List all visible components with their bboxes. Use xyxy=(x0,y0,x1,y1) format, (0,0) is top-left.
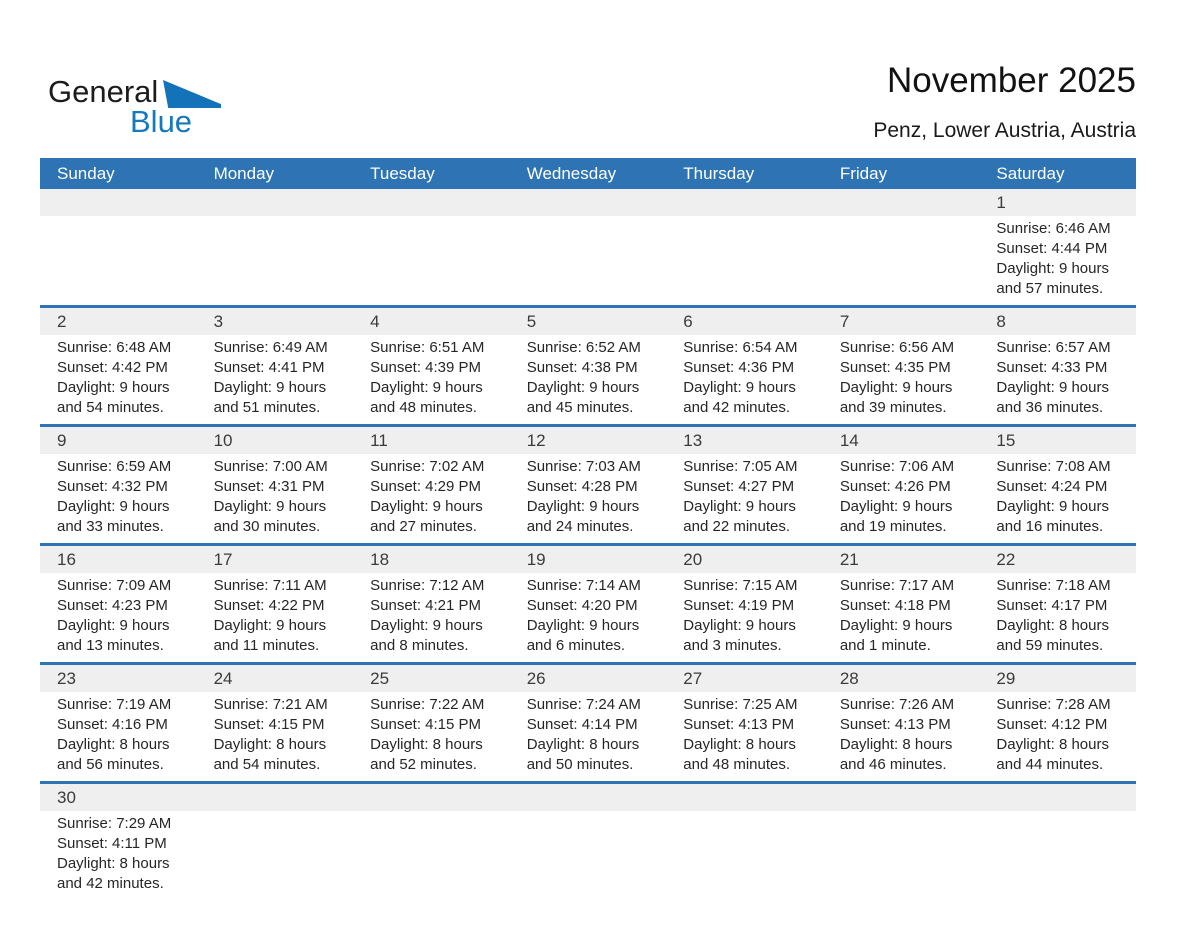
day-cell xyxy=(823,692,980,781)
daylight-text: Daylight: 8 hours and 44 minutes. xyxy=(996,736,1109,773)
day-cell xyxy=(197,573,354,662)
empty-day-cell xyxy=(823,811,980,931)
day-cell xyxy=(40,454,197,543)
calendar-grid xyxy=(40,189,1136,931)
week-row xyxy=(40,546,1136,665)
day-number: 9 xyxy=(57,431,67,450)
title-block xyxy=(436,60,1136,146)
empty-day-number xyxy=(353,784,510,811)
weekday-label-thursday: Thursday xyxy=(683,164,755,183)
day-number: 12 xyxy=(526,431,546,450)
day-number: 23 xyxy=(57,669,76,688)
sunrise-text: Sunrise: 6:51 AM xyxy=(370,339,485,356)
day-number: 2 xyxy=(57,312,67,331)
day-number: 24 xyxy=(213,669,233,688)
logo xyxy=(48,76,268,138)
sunrise-text: Sunrise: 7:24 AM xyxy=(526,696,641,713)
sunrise-text: Sunrise: 7:09 AM xyxy=(57,577,172,594)
sunset-text: Sunset: 4:11 PM xyxy=(57,835,167,852)
sunset-text: Sunset: 4:18 PM xyxy=(839,597,951,614)
sunrise-text: Sunrise: 7:06 AM xyxy=(839,458,955,475)
sunset-text: Sunset: 4:22 PM xyxy=(213,597,325,614)
sunset-text: Sunset: 4:14 PM xyxy=(526,716,638,733)
empty-day-cell xyxy=(510,216,667,305)
daylight-text: Daylight: 9 hours and 48 minutes. xyxy=(370,379,483,416)
day-number: 17 xyxy=(213,550,233,569)
daylight-text: Daylight: 8 hours and 46 minutes. xyxy=(839,736,953,773)
day-cell xyxy=(979,216,1136,305)
weekday-label-saturday: Saturday xyxy=(996,164,1065,183)
sunset-text: Sunset: 4:12 PM xyxy=(996,716,1108,733)
day-number: 14 xyxy=(839,431,859,450)
empty-day-number xyxy=(823,189,980,216)
empty-day-cell xyxy=(197,811,354,931)
day-number: 6 xyxy=(683,312,693,331)
logo-blue-text: Blue xyxy=(130,104,193,139)
day-cell xyxy=(40,811,197,931)
day-number: 16 xyxy=(57,550,76,569)
day-cell xyxy=(979,573,1136,662)
empty-day-number xyxy=(510,189,667,216)
sunrise-text: Sunrise: 6:59 AM xyxy=(57,458,172,475)
sunset-text: Sunset: 4:21 PM xyxy=(370,597,482,614)
sunrise-text: Sunrise: 7:19 AM xyxy=(57,696,172,713)
empty-day-number xyxy=(823,784,980,811)
sunset-text: Sunset: 4:13 PM xyxy=(839,716,951,733)
daylight-text: Daylight: 8 hours and 52 minutes. xyxy=(370,736,483,773)
day-cell xyxy=(666,335,823,424)
sunrise-text: Sunrise: 7:21 AM xyxy=(213,696,328,713)
day-number-strip xyxy=(40,308,1136,335)
daylight-text: Daylight: 9 hours and 51 minutes. xyxy=(213,379,327,416)
day-number: 3 xyxy=(213,312,224,331)
day-number: 20 xyxy=(683,550,703,569)
empty-day-cell xyxy=(510,811,667,931)
empty-day-number xyxy=(666,784,823,811)
sunrise-text: Sunrise: 6:54 AM xyxy=(683,339,798,356)
sunset-text: Sunset: 4:31 PM xyxy=(213,478,325,495)
empty-day-cell xyxy=(353,811,510,931)
sunset-text: Sunset: 4:23 PM xyxy=(57,597,168,614)
week-row xyxy=(40,665,1136,784)
day-number: 25 xyxy=(370,669,390,688)
day-cell xyxy=(353,573,510,662)
daylight-text: Daylight: 8 hours and 54 minutes. xyxy=(213,736,327,773)
day-number-strip xyxy=(40,427,1136,454)
daylight-text: Daylight: 9 hours and 3 minutes. xyxy=(683,617,796,654)
daylight-text: Daylight: 8 hours and 50 minutes. xyxy=(526,736,640,773)
sunset-text: Sunset: 4:29 PM xyxy=(370,478,482,495)
week-body xyxy=(40,811,1136,931)
day-cell xyxy=(197,454,354,543)
sunrise-text: Sunrise: 6:49 AM xyxy=(213,339,328,356)
empty-day-cell xyxy=(823,216,980,305)
day-number: 27 xyxy=(683,669,703,688)
sunset-text: Sunset: 4:39 PM xyxy=(370,359,482,376)
weekday-label-tuesday: Tuesday xyxy=(370,164,435,183)
sunrise-text: Sunrise: 7:02 AM xyxy=(370,458,485,475)
daylight-text: Daylight: 9 hours and 45 minutes. xyxy=(526,379,640,416)
empty-day-number xyxy=(197,784,354,811)
sunrise-text: Sunrise: 7:18 AM xyxy=(996,577,1111,594)
day-cell xyxy=(666,454,823,543)
sunset-text: Sunset: 4:19 PM xyxy=(683,597,795,614)
sunrise-text: Sunrise: 7:14 AM xyxy=(526,577,641,594)
daylight-text: Daylight: 8 hours and 59 minutes. xyxy=(996,617,1109,654)
logo-general-text: General xyxy=(48,74,159,109)
weekday-header xyxy=(40,158,1136,189)
sunset-text: Sunset: 4:35 PM xyxy=(839,359,951,376)
sunset-text: Sunset: 4:33 PM xyxy=(996,359,1108,376)
day-cell xyxy=(823,573,980,662)
day-number: 29 xyxy=(996,669,1016,688)
sunrise-text: Sunrise: 6:48 AM xyxy=(57,339,172,356)
day-cell xyxy=(197,335,354,424)
sunset-text: Sunset: 4:13 PM xyxy=(683,716,795,733)
sunrise-text: Sunrise: 7:28 AM xyxy=(996,696,1111,713)
empty-day-cell xyxy=(979,811,1136,931)
daylight-text: Daylight: 8 hours and 42 minutes. xyxy=(57,855,170,892)
sunrise-text: Sunrise: 7:03 AM xyxy=(526,458,641,475)
day-number: 19 xyxy=(526,550,546,569)
sunset-text: Sunset: 4:41 PM xyxy=(213,359,325,376)
week-body xyxy=(40,573,1136,662)
sunrise-text: Sunrise: 7:25 AM xyxy=(683,696,798,713)
sunset-text: Sunset: 4:44 PM xyxy=(996,240,1108,257)
day-number: 11 xyxy=(370,431,388,450)
day-number: 4 xyxy=(370,312,380,331)
sunrise-text: Sunrise: 7:05 AM xyxy=(683,458,798,475)
daylight-text: Daylight: 9 hours and 54 minutes. xyxy=(57,379,170,416)
daylight-text: Daylight: 9 hours and 30 minutes. xyxy=(213,498,327,535)
day-cell xyxy=(40,335,197,424)
daylight-text: Daylight: 8 hours and 56 minutes. xyxy=(57,736,170,773)
week-body xyxy=(40,216,1136,305)
sunset-text: Sunset: 4:17 PM xyxy=(996,597,1108,614)
day-number: 10 xyxy=(213,431,233,450)
day-cell xyxy=(979,335,1136,424)
week-row xyxy=(40,308,1136,427)
day-number: 21 xyxy=(839,550,859,569)
day-cell xyxy=(823,454,980,543)
daylight-text: Daylight: 8 hours and 48 minutes. xyxy=(683,736,796,773)
week-body xyxy=(40,335,1136,424)
sunrise-text: Sunrise: 7:08 AM xyxy=(996,458,1111,475)
calendar xyxy=(40,158,1136,931)
weekday-label-monday: Monday xyxy=(213,164,275,183)
sunset-text: Sunset: 4:36 PM xyxy=(683,359,795,376)
day-number: 18 xyxy=(370,550,390,569)
day-number: 7 xyxy=(839,312,850,331)
empty-day-cell xyxy=(40,216,197,305)
week-row xyxy=(40,784,1136,931)
empty-day-cell xyxy=(666,811,823,931)
sunrise-text: Sunrise: 7:22 AM xyxy=(370,696,485,713)
empty-day-number xyxy=(197,189,354,216)
sunset-text: Sunset: 4:38 PM xyxy=(526,359,638,376)
day-cell xyxy=(510,692,667,781)
daylight-text: Daylight: 9 hours and 57 minutes. xyxy=(996,260,1109,297)
sunrise-text: Sunrise: 7:00 AM xyxy=(213,458,328,475)
week-body xyxy=(40,692,1136,781)
week-body xyxy=(40,454,1136,543)
day-cell xyxy=(979,454,1136,543)
day-number: 8 xyxy=(996,312,1006,331)
sunrise-text: Sunrise: 7:29 AM xyxy=(57,815,172,832)
day-cell xyxy=(823,335,980,424)
weekday-label-sunday: Sunday xyxy=(57,164,115,183)
sunset-text: Sunset: 4:24 PM xyxy=(996,478,1108,495)
sunset-text: Sunset: 4:28 PM xyxy=(526,478,638,495)
day-number: 15 xyxy=(996,431,1016,450)
sunrise-text: Sunrise: 7:26 AM xyxy=(839,696,955,713)
daylight-text: Daylight: 9 hours and 27 minutes. xyxy=(370,498,483,535)
daylight-text: Daylight: 9 hours and 39 minutes. xyxy=(839,379,953,416)
day-number: 1 xyxy=(996,193,1006,212)
month-title: November 2025 xyxy=(886,61,1136,100)
daylight-text: Daylight: 9 hours and 42 minutes. xyxy=(683,379,796,416)
sunset-text: Sunset: 4:27 PM xyxy=(683,478,795,495)
daylight-text: Daylight: 9 hours and 1 minute. xyxy=(839,617,953,654)
empty-day-cell xyxy=(666,216,823,305)
daylight-text: Daylight: 9 hours and 24 minutes. xyxy=(526,498,640,535)
sunset-text: Sunset: 4:42 PM xyxy=(57,359,168,376)
day-number: 22 xyxy=(996,550,1016,569)
empty-day-cell xyxy=(197,216,354,305)
day-number: 26 xyxy=(526,669,546,688)
daylight-text: Daylight: 9 hours and 16 minutes. xyxy=(996,498,1109,535)
day-number: 13 xyxy=(683,431,703,450)
week-row xyxy=(40,189,1136,308)
day-cell xyxy=(510,573,667,662)
daylight-text: Daylight: 9 hours and 11 minutes. xyxy=(213,617,327,654)
day-number-strip xyxy=(40,665,1136,692)
empty-day-number xyxy=(40,189,197,216)
location-subtitle: Penz, Lower Austria, Austria xyxy=(873,119,1136,142)
day-number: 28 xyxy=(839,669,859,688)
daylight-text: Daylight: 9 hours and 6 minutes. xyxy=(526,617,640,654)
sunset-text: Sunset: 4:15 PM xyxy=(370,716,482,733)
sunrise-text: Sunrise: 6:46 AM xyxy=(996,220,1111,237)
empty-day-number xyxy=(666,189,823,216)
sunrise-text: Sunrise: 6:57 AM xyxy=(996,339,1111,356)
daylight-text: Daylight: 9 hours and 36 minutes. xyxy=(996,379,1109,416)
sunset-text: Sunset: 4:16 PM xyxy=(57,716,168,733)
sunset-text: Sunset: 4:26 PM xyxy=(839,478,951,495)
day-number-strip xyxy=(40,189,1136,216)
sunrise-text: Sunrise: 7:11 AM xyxy=(213,577,327,594)
weekday-label-wednesday: Wednesday xyxy=(526,164,617,183)
empty-day-number xyxy=(353,189,510,216)
week-row xyxy=(40,427,1136,546)
daylight-text: Daylight: 9 hours and 19 minutes. xyxy=(839,498,953,535)
sunset-text: Sunset: 4:32 PM xyxy=(57,478,168,495)
day-cell xyxy=(353,335,510,424)
day-number-strip xyxy=(40,784,1136,811)
day-cell xyxy=(40,692,197,781)
sunrise-text: Sunrise: 7:15 AM xyxy=(683,577,798,594)
empty-day-number xyxy=(979,784,1136,811)
sunrise-text: Sunrise: 7:12 AM xyxy=(370,577,485,594)
sunset-text: Sunset: 4:20 PM xyxy=(526,597,638,614)
daylight-text: Daylight: 9 hours and 33 minutes. xyxy=(57,498,170,535)
day-number-strip xyxy=(40,546,1136,573)
daylight-text: Daylight: 9 hours and 13 minutes. xyxy=(57,617,170,654)
day-cell xyxy=(510,335,667,424)
empty-day-cell xyxy=(353,216,510,305)
sunrise-text: Sunrise: 6:56 AM xyxy=(839,339,955,356)
day-number: 30 xyxy=(57,788,76,807)
day-cell xyxy=(353,692,510,781)
empty-day-number xyxy=(510,784,667,811)
day-cell xyxy=(510,454,667,543)
day-cell xyxy=(353,454,510,543)
day-cell xyxy=(40,573,197,662)
day-cell xyxy=(197,692,354,781)
day-cell xyxy=(666,692,823,781)
day-cell xyxy=(979,692,1136,781)
daylight-text: Daylight: 9 hours and 8 minutes. xyxy=(370,617,483,654)
weekday-label-friday: Friday xyxy=(839,164,888,183)
day-cell xyxy=(666,573,823,662)
sunrise-text: Sunrise: 7:17 AM xyxy=(839,577,955,594)
daylight-text: Daylight: 9 hours and 22 minutes. xyxy=(683,498,796,535)
sunrise-text: Sunrise: 6:52 AM xyxy=(526,339,641,356)
sunset-text: Sunset: 4:15 PM xyxy=(213,716,325,733)
day-number: 5 xyxy=(526,312,537,331)
